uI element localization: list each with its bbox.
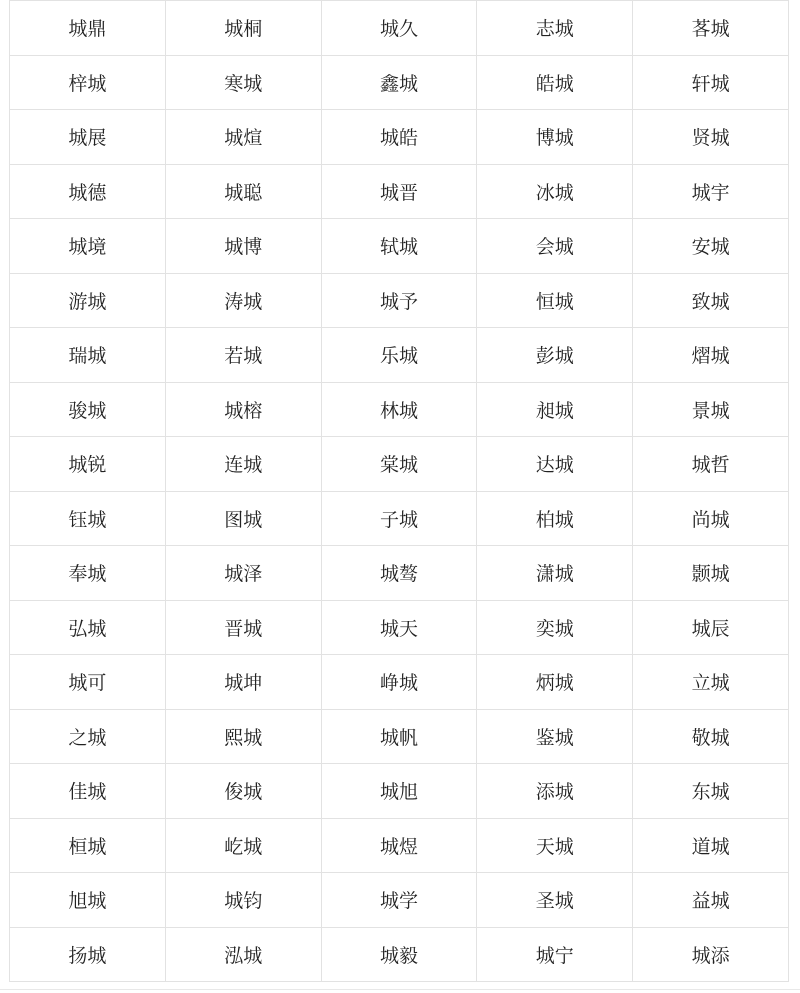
table-row (10, 1, 789, 56)
names-table-body (10, 1, 789, 982)
table-cell: 道城 (633, 818, 789, 873)
table-cell: 城天 (321, 600, 477, 655)
table-row (10, 110, 789, 165)
names-table-container (9, 0, 789, 982)
table-cell: 柏城 (477, 491, 633, 546)
names-table (9, 0, 789, 982)
table-cell: 屹城 (165, 818, 321, 873)
table-cell: 城宇 (633, 164, 789, 219)
table-cell: 东城 (633, 764, 789, 819)
table-cell: 城骜 (321, 546, 477, 601)
table-row (10, 600, 789, 655)
table-cell: 熠城 (633, 328, 789, 383)
table-cell: 恒城 (477, 273, 633, 328)
table-cell: 贤城 (633, 110, 789, 165)
table-cell: 钰城 (10, 491, 166, 546)
table-cell: 茖城 (633, 1, 789, 56)
table-cell: 城德 (10, 164, 166, 219)
table-cell: 棠城 (321, 437, 477, 492)
table-row (10, 491, 789, 546)
table-cell: 图城 (165, 491, 321, 546)
table-cell: 鑫城 (321, 55, 477, 110)
table-cell: 城鼎 (10, 1, 166, 56)
table-cell: 城煊 (165, 110, 321, 165)
table-cell: 城帆 (321, 709, 477, 764)
table-cell: 奕城 (477, 600, 633, 655)
table-cell: 峥城 (321, 655, 477, 710)
table-cell: 城榕 (165, 382, 321, 437)
table-cell: 城展 (10, 110, 166, 165)
table-row (10, 709, 789, 764)
table-cell: 城煜 (321, 818, 477, 873)
table-cell: 奉城 (10, 546, 166, 601)
table-cell: 林城 (321, 382, 477, 437)
table-cell: 立城 (633, 655, 789, 710)
table-row (10, 164, 789, 219)
table-cell: 皓城 (477, 55, 633, 110)
table-cell: 博城 (477, 110, 633, 165)
table-cell: 乐城 (321, 328, 477, 383)
table-cell: 彭城 (477, 328, 633, 383)
table-cell: 城辰 (633, 600, 789, 655)
bottom-divider (0, 989, 800, 990)
table-cell: 达城 (477, 437, 633, 492)
table-row (10, 655, 789, 710)
table-cell: 城坤 (165, 655, 321, 710)
table-cell: 子城 (321, 491, 477, 546)
table-cell: 昶城 (477, 382, 633, 437)
table-cell: 瑞城 (10, 328, 166, 383)
table-cell: 城旭 (321, 764, 477, 819)
table-cell: 会城 (477, 219, 633, 274)
table-cell: 泓城 (165, 927, 321, 982)
table-cell: 扬城 (10, 927, 166, 982)
table-cell: 圣城 (477, 873, 633, 928)
table-cell: 城宁 (477, 927, 633, 982)
table-row (10, 328, 789, 383)
table-row (10, 927, 789, 982)
table-row (10, 382, 789, 437)
table-cell: 轩城 (633, 55, 789, 110)
table-cell: 若城 (165, 328, 321, 383)
table-cell: 旭城 (10, 873, 166, 928)
table-cell: 安城 (633, 219, 789, 274)
table-cell: 潇城 (477, 546, 633, 601)
table-cell: 城皓 (321, 110, 477, 165)
table-cell: 之城 (10, 709, 166, 764)
table-cell: 游城 (10, 273, 166, 328)
table-cell: 城钧 (165, 873, 321, 928)
table-cell: 城泽 (165, 546, 321, 601)
table-cell: 城学 (321, 873, 477, 928)
table-cell: 益城 (633, 873, 789, 928)
table-cell: 志城 (477, 1, 633, 56)
table-cell: 景城 (633, 382, 789, 437)
table-cell: 致城 (633, 273, 789, 328)
table-row (10, 818, 789, 873)
table-cell: 城晋 (321, 164, 477, 219)
table-cell: 城博 (165, 219, 321, 274)
table-cell: 城添 (633, 927, 789, 982)
table-cell: 熙城 (165, 709, 321, 764)
table-cell: 城予 (321, 273, 477, 328)
table-cell: 城聪 (165, 164, 321, 219)
table-cell: 城境 (10, 219, 166, 274)
table-cell: 城毅 (321, 927, 477, 982)
table-cell: 桓城 (10, 818, 166, 873)
table-cell: 添城 (477, 764, 633, 819)
table-row (10, 873, 789, 928)
table-cell: 炳城 (477, 655, 633, 710)
table-cell: 弘城 (10, 600, 166, 655)
table-cell: 涛城 (165, 273, 321, 328)
table-cell: 骏城 (10, 382, 166, 437)
table-row (10, 55, 789, 110)
table-cell: 冰城 (477, 164, 633, 219)
table-cell: 梓城 (10, 55, 166, 110)
table-cell: 城桐 (165, 1, 321, 56)
table-row (10, 273, 789, 328)
table-cell: 城锐 (10, 437, 166, 492)
table-row (10, 546, 789, 601)
table-cell: 寒城 (165, 55, 321, 110)
table-cell: 尚城 (633, 491, 789, 546)
table-cell: 俊城 (165, 764, 321, 819)
table-row (10, 764, 789, 819)
table-row (10, 437, 789, 492)
table-cell: 城哲 (633, 437, 789, 492)
table-row (10, 219, 789, 274)
table-cell: 城久 (321, 1, 477, 56)
table-cell: 佳城 (10, 764, 166, 819)
table-cell: 连城 (165, 437, 321, 492)
table-cell: 鉴城 (477, 709, 633, 764)
table-cell: 天城 (477, 818, 633, 873)
table-cell: 晋城 (165, 600, 321, 655)
table-cell: 敬城 (633, 709, 789, 764)
table-cell: 城可 (10, 655, 166, 710)
table-cell: 轼城 (321, 219, 477, 274)
table-cell: 颢城 (633, 546, 789, 601)
